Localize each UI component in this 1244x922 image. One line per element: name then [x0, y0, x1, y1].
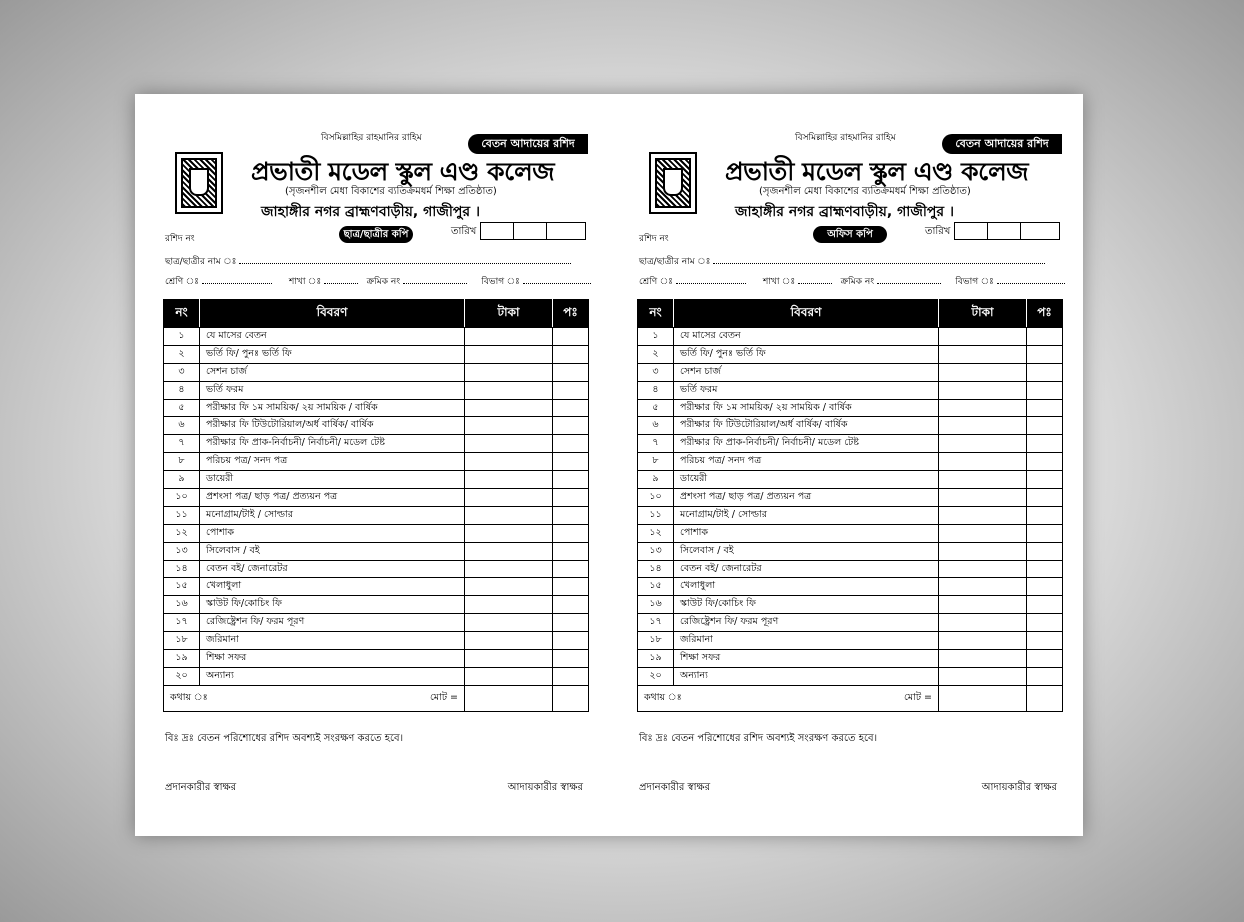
item-paisa-cell[interactable] — [553, 578, 589, 596]
item-number: ১৪ — [164, 560, 200, 578]
item-paisa-cell[interactable] — [553, 614, 589, 632]
total-row — [638, 685, 1063, 711]
item-amount-cell[interactable] — [939, 399, 1027, 417]
table-row — [164, 596, 589, 614]
school-address: জাহাঙ্গীর নগর ব্রাহ্মণবাড়ীয়, গাজীপুর । — [261, 204, 480, 220]
date-day-box[interactable] — [480, 222, 514, 240]
note-text: বিঃ দ্রঃ বেতন পরিশোধের রশিদ অবশ্যই সংরক্ষণ করতে হবে। — [639, 733, 878, 744]
note-text: বিঃ দ্রঃ বেতন পরিশোধের রশিদ অবশ্যই সংরক্ষণ করতে হবে। — [165, 733, 404, 744]
item-number: ৭ — [638, 435, 674, 453]
item-amount-cell[interactable] — [939, 435, 1027, 453]
item-paisa-cell[interactable] — [553, 542, 589, 560]
item-number: ১৮ — [164, 632, 200, 650]
item-paisa-cell[interactable] — [553, 328, 589, 346]
item-description: শিক্ষা সফর — [674, 650, 939, 668]
item-amount-cell[interactable] — [939, 560, 1027, 578]
item-amount-cell[interactable] — [465, 596, 553, 614]
student-name-field[interactable] — [165, 254, 571, 269]
date-label: তারিখ — [451, 226, 477, 237]
item-description: পরীক্ষার ফি টিউটোরিয়াল/অর্ধ বার্ষিক/ বার্ষিক — [674, 417, 939, 435]
item-number: ১১ — [638, 506, 674, 524]
item-description: সেশন চার্জ — [200, 363, 465, 381]
section-label: শাখা ঃ — [288, 277, 322, 287]
item-number: ১৯ — [638, 650, 674, 668]
table-row — [164, 506, 589, 524]
table-row — [638, 345, 1063, 363]
table-row — [638, 596, 1063, 614]
item-amount-cell[interactable] — [939, 453, 1027, 471]
item-paisa-cell[interactable] — [553, 399, 589, 417]
table-row — [638, 632, 1063, 650]
item-number: ১০ — [164, 489, 200, 507]
item-amount-cell[interactable] — [465, 542, 553, 560]
item-number: ১৬ — [638, 596, 674, 614]
receipt-title-tag: বেতন আদায়ের রশিদ — [468, 134, 588, 154]
item-amount-cell[interactable] — [465, 417, 553, 435]
student-name-label: ছাত্র/ছাত্রীর নাম ঃ — [165, 257, 237, 267]
table-row — [164, 345, 589, 363]
date-boxes[interactable] — [481, 222, 586, 240]
item-paisa-cell[interactable] — [553, 381, 589, 399]
item-amount-cell[interactable] — [939, 381, 1027, 399]
item-paisa-cell[interactable] — [553, 632, 589, 650]
item-description: বেতন বই/ জেনারেটর — [200, 560, 465, 578]
collector-signature-label: আদায়কারীর স্বাক্ষর — [981, 782, 1057, 793]
item-amount-cell[interactable] — [939, 542, 1027, 560]
item-number: ১০ — [638, 489, 674, 507]
item-number: ৫ — [164, 399, 200, 417]
total-amount-cell[interactable] — [939, 685, 1027, 711]
total-label: মোট = — [903, 691, 932, 703]
item-description: পোশাক — [674, 524, 939, 542]
item-description: যে মাসের বেতন — [674, 328, 939, 346]
item-amount-cell[interactable] — [465, 650, 553, 668]
item-description: ভর্তি ফি/ পুনঃ ভর্তি ফি — [674, 345, 939, 363]
item-number: ১৯ — [164, 650, 200, 668]
date-label: তারিখ — [925, 226, 951, 237]
school-tagline: (সৃজনশীল মেধা বিকাশের ব্যতিক্রমধর্ম শিক্ষা প্রতিষ্ঠাত) — [285, 186, 497, 197]
receipt-number-label: রশিদ নং — [165, 234, 195, 244]
item-description: খেলাধুলা — [200, 578, 465, 596]
date-day-box[interactable] — [954, 222, 988, 240]
table-row — [638, 650, 1063, 668]
item-number: ১১ — [164, 506, 200, 524]
item-number: ৪ — [638, 381, 674, 399]
table-row — [164, 489, 589, 507]
item-number: ২ — [164, 345, 200, 363]
table-row — [638, 542, 1063, 560]
class-info-fields[interactable] — [165, 274, 591, 289]
item-paisa-cell[interactable] — [1027, 542, 1063, 560]
copy-type-badge: অফিস কপি — [813, 226, 887, 243]
item-paisa-cell[interactable] — [1027, 614, 1063, 632]
table-row — [164, 650, 589, 668]
item-description: জরিমানা — [674, 632, 939, 650]
item-number: ২০ — [164, 667, 200, 685]
item-amount-cell[interactable] — [939, 417, 1027, 435]
bismillah-text: বিসমিল্লাহির রাহমানির রাহিম — [795, 133, 896, 143]
section-label: শাখা ঃ — [762, 277, 796, 287]
item-number: ৯ — [638, 471, 674, 489]
item-number: ৩ — [164, 363, 200, 381]
header-amount: টাকা — [465, 300, 553, 328]
student-name-label: ছাত্র/ছাত্রীর নাম ঃ — [639, 257, 711, 267]
receipt-title-tag: বেতন আদায়ের রশিদ — [942, 134, 1062, 154]
student-name-field[interactable] — [639, 254, 1045, 269]
bismillah-text: বিসমিল্লাহির রাহমানির রাহিম — [321, 133, 422, 143]
item-amount-cell[interactable] — [465, 345, 553, 363]
item-amount-cell[interactable] — [939, 345, 1027, 363]
item-paisa-cell[interactable] — [1027, 328, 1063, 346]
item-paisa-cell[interactable] — [553, 453, 589, 471]
item-paisa-cell[interactable] — [1027, 578, 1063, 596]
item-paisa-cell[interactable] — [553, 524, 589, 542]
total-words-label: কথায় ঃ — [170, 691, 208, 703]
header-paisa: পঃ — [553, 300, 589, 328]
item-paisa-cell[interactable] — [1027, 506, 1063, 524]
roll-label: ক্রমিক নং — [366, 277, 401, 287]
item-paisa-cell[interactable] — [1027, 650, 1063, 668]
table-row — [164, 363, 589, 381]
item-number: ৬ — [638, 417, 674, 435]
item-description: পরিচয় পত্র/ সনদ পত্র — [200, 453, 465, 471]
table-row — [164, 578, 589, 596]
table-row — [164, 632, 589, 650]
item-number: ১ — [638, 328, 674, 346]
item-amount-cell[interactable] — [939, 363, 1027, 381]
table-row — [638, 381, 1063, 399]
total-paisa-cell[interactable] — [553, 685, 589, 711]
header-description: বিবরণ — [674, 300, 939, 328]
class-label: শ্রেণি ঃ — [639, 277, 673, 287]
fee-table — [163, 299, 589, 712]
item-number: ১৪ — [638, 560, 674, 578]
item-number: ১৬ — [164, 596, 200, 614]
collector-signature-label: আদায়কারীর স্বাক্ষর — [507, 782, 583, 793]
item-paisa-cell[interactable] — [553, 471, 589, 489]
item-amount-cell[interactable] — [939, 650, 1027, 668]
item-amount-cell[interactable] — [465, 614, 553, 632]
table-row — [638, 506, 1063, 524]
item-paisa-cell[interactable] — [1027, 524, 1063, 542]
item-amount-cell[interactable] — [465, 328, 553, 346]
item-number: ২ — [638, 345, 674, 363]
item-description: যে মাসের বেতন — [200, 328, 465, 346]
item-paisa-cell[interactable] — [553, 667, 589, 685]
item-amount-cell[interactable] — [939, 614, 1027, 632]
total-paisa-cell[interactable] — [1027, 685, 1063, 711]
school-tagline: (সৃজনশীল মেধা বিকাশের ব্যতিক্রমধর্ম শিক্ষা প্রতিষ্ঠাত) — [759, 186, 971, 197]
item-paisa-cell[interactable] — [1027, 560, 1063, 578]
item-paisa-cell[interactable] — [1027, 596, 1063, 614]
item-description: মনোগ্রাম/টাই / সোল্ডার — [200, 506, 465, 524]
item-description: পরিচয় পত্র/ সনদ পত্র — [674, 453, 939, 471]
item-amount-cell[interactable] — [939, 524, 1027, 542]
item-number: ১৩ — [638, 542, 674, 560]
date-year-box[interactable] — [546, 222, 586, 240]
item-number: ৭ — [164, 435, 200, 453]
table-row — [164, 328, 589, 346]
total-label: মোট = — [429, 691, 458, 703]
item-amount-cell[interactable] — [465, 435, 553, 453]
item-description: পরীক্ষার ফি টিউটোরিয়াল/অর্ধ বার্ষিক/ বার্ষিক — [200, 417, 465, 435]
item-paisa-cell[interactable] — [1027, 471, 1063, 489]
item-paisa-cell[interactable] — [553, 345, 589, 363]
item-number: ১৭ — [164, 614, 200, 632]
item-description: পরীক্ষার ফি প্রাক-নির্বাচনী/ নির্বাচনী/ মডেল টেষ্ট — [200, 435, 465, 453]
class-label: শ্রেণি ঃ — [165, 277, 199, 287]
department-label: বিভাগ ঃ — [481, 277, 520, 287]
header-no: নং — [638, 300, 674, 328]
item-amount-cell[interactable] — [465, 524, 553, 542]
date-month-box[interactable] — [513, 222, 547, 240]
total-words-label: কথায় ঃ — [644, 691, 682, 703]
total-amount-cell[interactable] — [465, 685, 553, 711]
item-description: ভর্তি ফরম — [200, 381, 465, 399]
table-row — [638, 435, 1063, 453]
table-row — [638, 417, 1063, 435]
item-paisa-cell[interactable] — [1027, 667, 1063, 685]
date-year-box[interactable] — [1020, 222, 1060, 240]
item-description: সিলেবাস / বই — [200, 542, 465, 560]
item-description: মনোগ্রাম/টাই / সোল্ডার — [674, 506, 939, 524]
item-description: রেজিষ্ট্রেশন ফি/ ফরম পূরণ — [674, 614, 939, 632]
item-amount-cell[interactable] — [939, 596, 1027, 614]
table-row — [164, 471, 589, 489]
item-paisa-cell[interactable] — [1027, 435, 1063, 453]
item-paisa-cell[interactable] — [1027, 417, 1063, 435]
item-paisa-cell[interactable] — [1027, 399, 1063, 417]
item-amount-cell[interactable] — [465, 560, 553, 578]
school-name: প্রভাতী মডেল স্কুল এণ্ড কলেজ — [251, 157, 555, 186]
item-description: ভর্তি ফরম — [674, 381, 939, 399]
item-description: সেশন চার্জ — [674, 363, 939, 381]
item-number: ১২ — [638, 524, 674, 542]
table-row — [638, 667, 1063, 685]
table-row — [164, 435, 589, 453]
item-amount-cell[interactable] — [465, 471, 553, 489]
item-amount-cell[interactable] — [939, 489, 1027, 507]
item-number: ৮ — [164, 453, 200, 471]
table-row — [638, 614, 1063, 632]
item-description: প্রশংসা পত্র/ ছাড় পত্র/ প্রত্যয়ন পত্র — [200, 489, 465, 507]
table-row — [164, 560, 589, 578]
item-amount-cell[interactable] — [465, 381, 553, 399]
table-row — [638, 471, 1063, 489]
item-description: প্রশংসা পত্র/ ছাড় পত্র/ প্রত্যয়ন পত্র — [674, 489, 939, 507]
office-copy — [609, 94, 1083, 836]
item-description: খেলাধুলা — [674, 578, 939, 596]
item-description: ডায়েরী — [674, 471, 939, 489]
item-paisa-cell[interactable] — [553, 650, 589, 668]
item-number: ৮ — [638, 453, 674, 471]
item-description: ভর্তি ফি/ পুনঃ ভর্তি ফি — [200, 345, 465, 363]
item-description: স্কাউট ফি/কোচিং ফি — [674, 596, 939, 614]
table-row — [164, 524, 589, 542]
copy-type-badge: ছাত্র/ছাত্রীর কপি — [339, 226, 413, 243]
item-description: পরীক্ষার ফি ১ম সাময়িক/ ২য় সাময়িক / বার্ষিক — [674, 399, 939, 417]
item-number: ১৫ — [164, 578, 200, 596]
table-row — [164, 453, 589, 471]
roll-label: ক্রমিক নং — [840, 277, 875, 287]
item-amount-cell[interactable] — [939, 578, 1027, 596]
item-description: স্কাউট ফি/কোচিং ফি — [200, 596, 465, 614]
item-description: বেতন বই/ জেনারেটর — [674, 560, 939, 578]
item-description: সিলেবাস / বই — [674, 542, 939, 560]
table-row — [638, 453, 1063, 471]
item-number: ২০ — [638, 667, 674, 685]
table-row — [638, 524, 1063, 542]
table-row — [164, 417, 589, 435]
table-row — [164, 542, 589, 560]
item-paisa-cell[interactable] — [1027, 345, 1063, 363]
item-number: ১৭ — [638, 614, 674, 632]
item-amount-cell[interactable] — [465, 667, 553, 685]
school-address: জাহাঙ্গীর নগর ব্রাহ্মণবাড়ীয়, গাজীপুর । — [735, 204, 954, 220]
item-number: ১ — [164, 328, 200, 346]
item-number: ১৫ — [638, 578, 674, 596]
student-copy — [135, 94, 609, 836]
item-amount-cell[interactable] — [465, 632, 553, 650]
item-description: অন্যান্য — [200, 667, 465, 685]
item-amount-cell[interactable] — [465, 489, 553, 507]
item-description: ডায়েরী — [200, 471, 465, 489]
item-amount-cell[interactable] — [939, 506, 1027, 524]
item-paisa-cell[interactable] — [553, 560, 589, 578]
item-amount-cell[interactable] — [939, 667, 1027, 685]
item-amount-cell[interactable] — [465, 453, 553, 471]
item-number: ১৩ — [164, 542, 200, 560]
item-paisa-cell[interactable] — [1027, 632, 1063, 650]
receipt-sheet — [135, 94, 1083, 836]
date-month-box[interactable] — [987, 222, 1021, 240]
item-description: পরীক্ষার ফি ১ম সাময়িক/ ২য় সাময়িক / বার্ষিক — [200, 399, 465, 417]
item-description: জরিমানা — [200, 632, 465, 650]
item-paisa-cell[interactable] — [1027, 381, 1063, 399]
item-number: ৯ — [164, 471, 200, 489]
department-label: বিভাগ ঃ — [955, 277, 994, 287]
item-number: ১২ — [164, 524, 200, 542]
table-row — [164, 399, 589, 417]
table-row — [638, 363, 1063, 381]
table-row — [164, 381, 589, 399]
item-paisa-cell[interactable] — [553, 435, 589, 453]
total-row — [164, 685, 589, 711]
table-row — [164, 667, 589, 685]
school-logo-icon — [175, 152, 223, 214]
item-amount-cell[interactable] — [939, 632, 1027, 650]
table-row — [638, 489, 1063, 507]
receipt-number-label: রশিদ নং — [639, 234, 669, 244]
date-boxes[interactable] — [955, 222, 1060, 240]
item-paisa-cell[interactable] — [1027, 453, 1063, 471]
school-name: প্রভাতী মডেল স্কুল এণ্ড কলেজ — [725, 157, 1029, 186]
item-amount-cell[interactable] — [465, 399, 553, 417]
item-amount-cell[interactable] — [465, 363, 553, 381]
item-number: ৩ — [638, 363, 674, 381]
payer-signature-label: প্রদানকারীর স্বাক্ষর — [639, 782, 711, 793]
item-number: ৫ — [638, 399, 674, 417]
item-amount-cell[interactable] — [939, 328, 1027, 346]
item-paisa-cell[interactable] — [1027, 489, 1063, 507]
header-amount: টাকা — [939, 300, 1027, 328]
item-paisa-cell[interactable] — [1027, 363, 1063, 381]
item-description: পোশাক — [200, 524, 465, 542]
item-description: রেজিষ্ট্রেশন ফি/ ফরম পূরণ — [200, 614, 465, 632]
item-paisa-cell[interactable] — [553, 417, 589, 435]
item-number: ১৮ — [638, 632, 674, 650]
item-description: অন্যান্য — [674, 667, 939, 685]
item-amount-cell[interactable] — [939, 471, 1027, 489]
item-paisa-cell[interactable] — [553, 506, 589, 524]
table-row — [164, 614, 589, 632]
item-number: ৪ — [164, 381, 200, 399]
table-row — [638, 578, 1063, 596]
header-no: নং — [164, 300, 200, 328]
item-paisa-cell[interactable] — [553, 489, 589, 507]
fee-table — [637, 299, 1063, 712]
class-info-fields[interactable] — [639, 274, 1065, 289]
table-row — [638, 560, 1063, 578]
school-logo-icon — [649, 152, 697, 214]
item-amount-cell[interactable] — [465, 578, 553, 596]
table-row — [638, 328, 1063, 346]
payer-signature-label: প্রদানকারীর স্বাক্ষর — [165, 782, 237, 793]
item-description: শিক্ষা সফর — [200, 650, 465, 668]
item-paisa-cell[interactable] — [553, 363, 589, 381]
item-description: পরীক্ষার ফি প্রাক-নির্বাচনী/ নির্বাচনী/ মডেল টেষ্ট — [674, 435, 939, 453]
item-number: ৬ — [164, 417, 200, 435]
header-description: বিবরণ — [200, 300, 465, 328]
item-paisa-cell[interactable] — [553, 596, 589, 614]
header-paisa: পঃ — [1027, 300, 1063, 328]
item-amount-cell[interactable] — [465, 506, 553, 524]
table-row — [638, 399, 1063, 417]
